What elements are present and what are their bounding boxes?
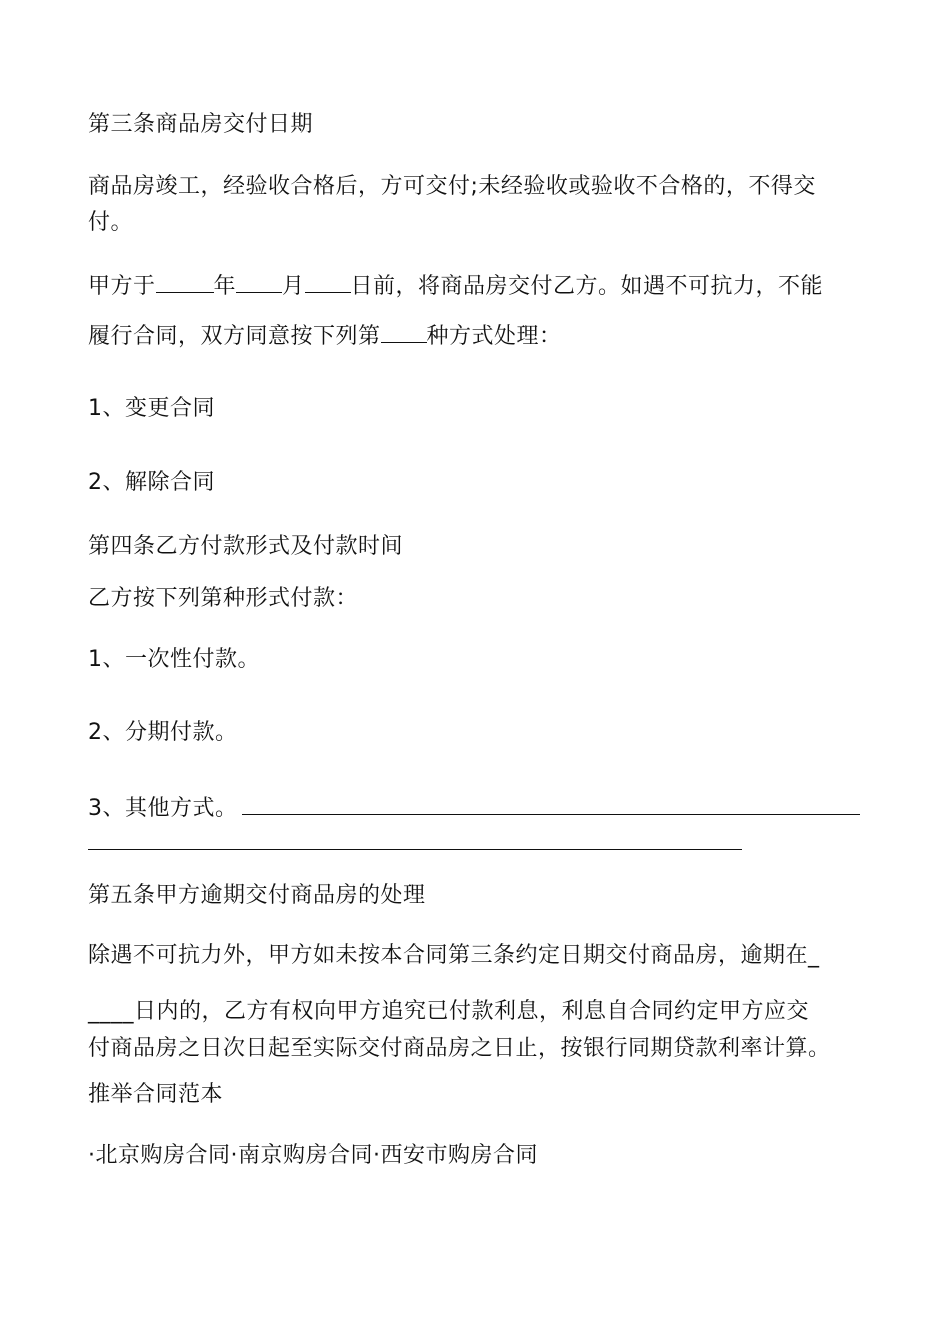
blank-option-number — [381, 320, 427, 343]
text-jiafangyu: 甲方于 — [88, 274, 156, 299]
section4-option1: 1、一次性付款。 — [88, 647, 260, 672]
section5-line3: 付商品房之日次日起至实际交付商品房之日止，按银行同期贷款利率计算。 — [88, 1036, 831, 1061]
section4-option3-line — [88, 792, 860, 824]
text-method: 种方式处理： — [426, 324, 562, 349]
section3-heading: 第三条商品房交付日期 — [88, 112, 314, 137]
section4-option3: 3、其他方式。 — [88, 796, 238, 821]
section3-option2: 2、解除合同 — [88, 470, 215, 495]
section3-para2-line2 — [88, 320, 562, 352]
section4-heading: 第四条乙方付款形式及付款时间 — [88, 534, 404, 559]
recommend-heading: 推举合同范本 — [88, 1082, 224, 1107]
blank-day — [305, 270, 351, 293]
section5-line2: ____日内的，乙方有权向甲方追究已付款利息，利息自合同约定甲方应交 — [88, 999, 810, 1024]
section3-para1-line2: 付。 — [88, 210, 134, 235]
section3-option1: 1、变更合同 — [88, 396, 215, 421]
blank-other-method — [242, 792, 860, 815]
section3-para1-line1: 商品房竣工，经验收合格后，方可交付;未经验收或验收不合格的，不得交 — [88, 174, 816, 199]
recommend-links[interactable]: ·北京购房合同·南京购房合同·西安市购房合同 — [88, 1143, 538, 1168]
text-day-rest: 日前，将商品房交付乙方。如遇不可抗力，不能 — [350, 274, 824, 299]
section4-option2: 2、分期付款。 — [88, 720, 238, 745]
blank-year — [156, 270, 214, 293]
blank-other-method-continued — [88, 849, 742, 850]
blank-month — [236, 270, 282, 293]
text-month: 月 — [282, 274, 305, 299]
text-year: 年 — [213, 274, 237, 299]
section5-line1: 除遇不可抗力外，甲方如未按本合同第三条约定日期交付商品房，逾期在_ — [88, 943, 820, 968]
text-lvxing: 履行合同，双方同意按下列第 — [88, 324, 381, 349]
section5-heading: 第五条甲方逾期交付商品房的处理 — [88, 883, 426, 908]
section3-para2-line1 — [88, 270, 823, 302]
section4-intro: 乙方按下列第种形式付款： — [88, 586, 359, 611]
